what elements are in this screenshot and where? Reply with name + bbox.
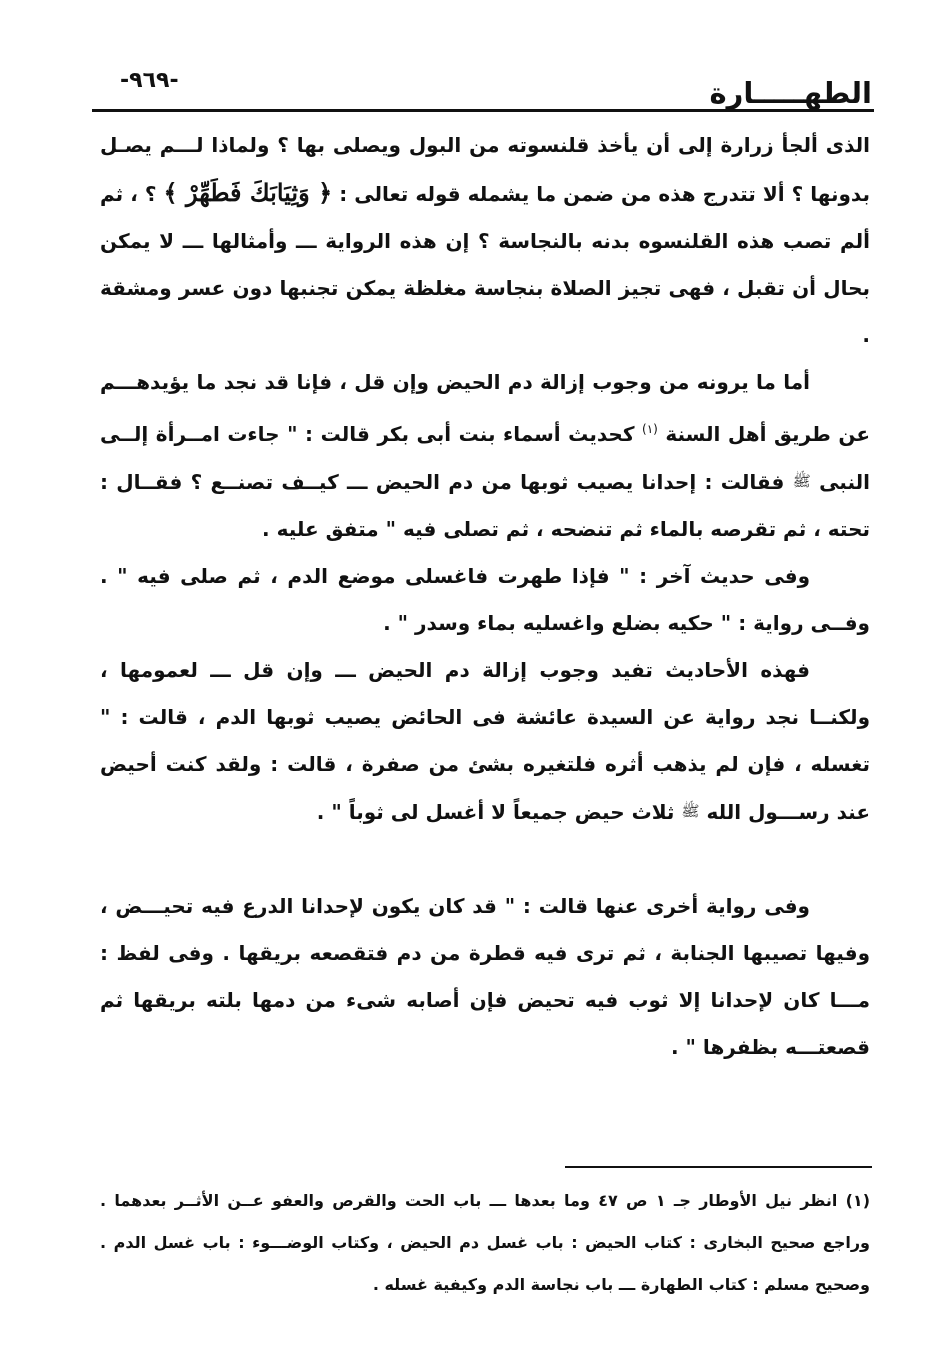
footnote-divider <box>565 1166 872 1168</box>
page-header <box>92 62 872 110</box>
paragraph-1: الذى ألجأ زرارة إلى أن يأخذ قلنسوته من البول ويصلى بها ؟ ولماذا لـــم يصـل بدونها ؟ ألا تتدرج هذه من ضمن ما يشمله قوله تعالى : ﴿ وَثِيَابَكَ فَطَهِّرْ ﴾ ؟ ، ثم ألم تصب هذه القلنسوه بدنه بالنجاسة ؟ إن هذه الرواية ـــ وأمثالها ـــ لا يمكن بحال أن تقبل ، فهى تجيز الصلاة بنجاسة مغلظة يمكن تجنبها دون عسر ومشقة . <box>100 133 870 347</box>
paragraph-2: أما ما يرونه من وجوب إزالة دم الحيض وإن قل ، فإنا قد نجد ما يؤيدهـــم عن طريق أهل السنة $^{(١)}$ كحديث أسماء بنت أبى بكر قالت : " جاءت امــرأة إلــى النبى ﷺ فقالت : إحدانا يصيب ثوبها من دم الحيض ـــ كيــف تصنــع ؟ فقــال : تحته ، ثم تقرصه بالماء ثم تنضحه ، ثم تصلى فيه " متفق عليه . <box>100 370 870 541</box>
footnotes-section <box>100 1180 870 1306</box>
honorific-glyph: ﷺ <box>681 802 700 820</box>
footnote-reference: (١) <box>642 422 658 436</box>
header-divider <box>92 109 874 112</box>
paragraph-4: فهذه الأحاديث تفيد وجوب إزالة دم الحيض ـــ وإن قل ـــ لعمومها ، ولكنــا نجد رواية عن السيدة عائشة فى الحائض يصيب ثوبها الدم ، قالت : " تغسله ، فإن لم يذهب أثره فلتغيره بشئ من صفرة ، قالت : ولقد كنت أحيض عند رســـول الله ﷺ ثلاث حيض جميعاً لا أغسل لى ثوباً " . <box>100 658 870 824</box>
honorific-glyph: ﷺ <box>792 472 811 490</box>
footnote-1: (١) انظر نيل الأوطار جـ ١ ص ٤٧ وما بعدها ـــ باب الحت والقرص والعفو عــن الأثــر بعدهما . وراجع صحيح البخارى : كتاب الحيض : باب غسل دم الحيض ، وكتاب الوضـــوء : باب غسل الدم . وصحيح مسلم : كتاب الطهارة ـــ باب نجاسة الدم وكيفية غسله . <box>100 1191 870 1294</box>
paragraph-5: وفى رواية أخرى عنها قالت : " قد كان يكون لإحدانا الدرع فيه تحيـــض ، وفيها تصيبها الجنابة ، ثم ترى فيه قطرة من دم فتقصعه بريقها . وفى لفظ : مـــا كان لإحدانا إلا ثوب فيه تحيض فإن أصابه شىء من دمها بلته بريقها ثم قصعتـــه بظفرها " . <box>100 894 870 1059</box>
main-text <box>100 122 870 1071</box>
paragraph-3: وفى حديث آخر : " فإذا طهرت فاغسلى موضع الدم ، ثم صلى فيه " . وفــى رواية : " حكيه بضلع واغسليه بماء وسدر " . <box>100 564 870 635</box>
page-number: -٩٦٩- <box>120 68 179 93</box>
quran-verse: ﴿ وَثِيَابَكَ فَطَهِّرْ ﴾ <box>163 178 333 207</box>
chapter-title: الطهـــــارة <box>709 76 872 110</box>
